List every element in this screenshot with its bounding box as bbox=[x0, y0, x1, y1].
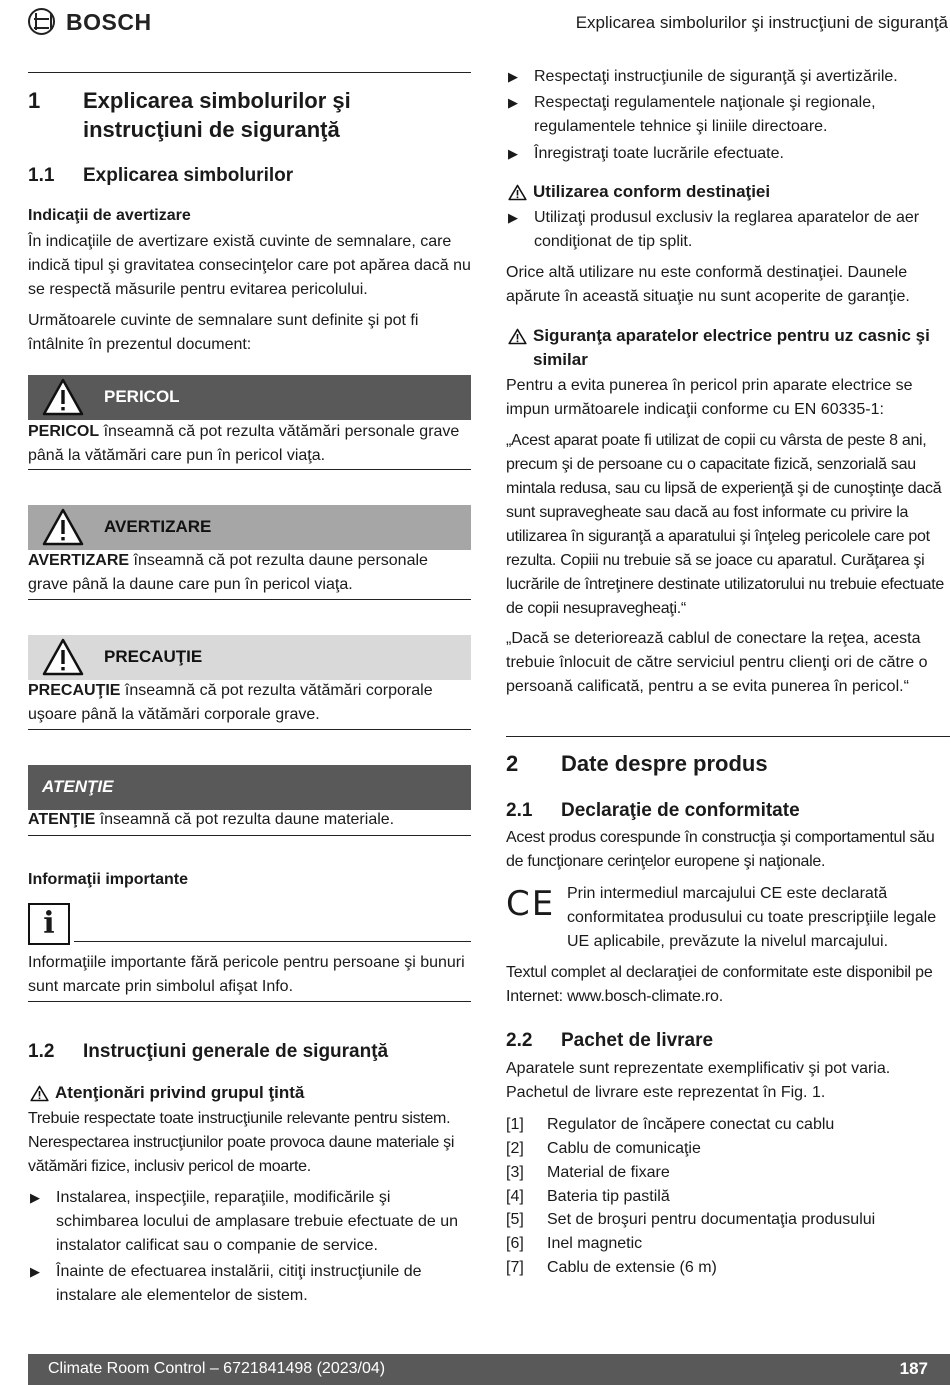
warning-triangle-icon bbox=[30, 1085, 49, 1102]
bullet-arrow-icon: ▶ bbox=[508, 69, 518, 84]
notice-text: înseamnă că pot rezulta daune materiale. bbox=[95, 811, 395, 828]
ce-text: Prin intermediul marcajului CE este declarată conformitatea produsului cu toate prescripţiile legale UE aplicabile, prevăzute la nivelul marcajului. bbox=[567, 885, 937, 950]
bullet-arrow-icon: ▶ bbox=[30, 1264, 40, 1279]
warning-triangle-icon bbox=[508, 184, 527, 201]
list-item bbox=[506, 206, 950, 254]
ce-mark-icon: CE bbox=[506, 884, 556, 924]
target-group-paragraph: Trebuie respectate toate instrucţiunile relevante pentru sistem. Nerespectarea instrucţiunilor poate provoca daune materiale şi vătămări fizice, inclusiv pericol de moarte. bbox=[28, 1110, 455, 1175]
footer-bar bbox=[28, 1354, 950, 1385]
bullet-text: Respectaţi instrucţiunile de siguranţă şi avertizările. bbox=[534, 68, 898, 85]
caution-description bbox=[28, 679, 472, 727]
info-rule bbox=[74, 941, 471, 942]
section-number: 2.1 bbox=[506, 800, 533, 821]
bullet-text: Utilizaţi produsul exclusiv la reglarea aparatelor de aer condiţionat de tip split. bbox=[534, 209, 920, 250]
item-number: [7] bbox=[506, 1259, 524, 1276]
warning-keyword: AVERTIZARE bbox=[28, 552, 130, 569]
section-number: 1.1 bbox=[28, 165, 55, 186]
danger-keyword: PERICOL bbox=[28, 423, 100, 440]
section-title: Instrucţiuni generale de siguranţă bbox=[83, 1041, 389, 1062]
bullet-arrow-icon: ▶ bbox=[508, 210, 518, 225]
warning-triangle-icon bbox=[42, 637, 84, 677]
conformity-paragraph-2: Textul complet al declaraţiei de conformitate este disponibil pe Internet: www.bosch-climate.ro. bbox=[506, 964, 933, 1005]
section-2-heading bbox=[506, 749, 950, 779]
warning-bar bbox=[28, 505, 471, 550]
electrical-safety-title: Siguranţa aparatelor electrice pentru uz casnic şi similar bbox=[533, 326, 930, 369]
item-number: [2] bbox=[506, 1140, 524, 1157]
bullet-arrow-icon: ▶ bbox=[30, 1190, 40, 1205]
item-number: [5] bbox=[506, 1211, 524, 1228]
list-item bbox=[506, 65, 950, 89]
delivery-paragraph: Aparatele sunt reprezentate exemplificativ şi pot varia. Pachetul de livrare este reprezentat în Fig. 1. bbox=[506, 1060, 891, 1101]
section-number: 1.2 bbox=[28, 1041, 55, 1062]
divider bbox=[28, 599, 471, 600]
warning-paragraph-2: Următoarele cuvinte de semnalare sunt definite şi pot fi întâlnite în prezentul document: bbox=[28, 312, 419, 353]
danger-bar bbox=[28, 375, 471, 420]
section-number: 2.2 bbox=[506, 1030, 533, 1051]
caution-label: PRECAUŢIE bbox=[104, 647, 203, 666]
divider bbox=[28, 835, 471, 836]
notice-description bbox=[28, 808, 472, 832]
item-text: Set de broşuri pentru documentaţia produsului bbox=[547, 1211, 876, 1228]
running-header: Explicarea simbolurilor şi instrucţiuni de siguranţă bbox=[575, 13, 948, 32]
danger-description bbox=[28, 420, 472, 468]
caution-text: înseamnă că pot rezulta vătămări corporale uşoare până la vătămări corporale grave. bbox=[28, 682, 433, 723]
section-rule bbox=[28, 72, 471, 73]
item-text: Regulator de încăpere conectat cu cablu bbox=[547, 1116, 835, 1133]
electrical-safety-heading bbox=[506, 324, 950, 372]
bullet-arrow-icon: ▶ bbox=[508, 95, 518, 110]
item-text: Inel magnetic bbox=[547, 1235, 643, 1252]
list-item bbox=[506, 142, 950, 166]
brand-name: BOSCH bbox=[66, 8, 152, 35]
electrical-safety-paragraph-2: „Acest aparat poate fi utilizat de copii cu vârsta de peste 8 ani, precum şi de persoane cu o capacitate fizică, senzorială sau mintala redusa, sau cu lipsă de experienţă şi de cunoştinţe dacă sunt supravegheate sau dacă au fost informate cu privire la utilizarea în siguranţă a aparatului şi înţeleg pericolele care pot rezulta. Copiii nu trebuie să se joace cu aparatul. Curăţarea şi lucrările de întreţinere destinate utilizatorului nu trebuie efectuate de copii nesupravegheaţi.“ bbox=[506, 432, 944, 617]
notice-keyword: ATENŢIE bbox=[28, 811, 96, 828]
item-number: [3] bbox=[506, 1164, 524, 1181]
warning-triangle-icon bbox=[508, 328, 527, 345]
divider bbox=[28, 1001, 471, 1002]
section-title: Declaraţie de conformitate bbox=[561, 800, 800, 821]
list-item bbox=[28, 1260, 472, 1308]
page-number: 187 bbox=[899, 1359, 928, 1378]
section-title: Date despre produs bbox=[561, 751, 768, 776]
bullet-text: Instalarea, inspecţiile, reparaţiile, modificările şi schimbarea locului de amplasare trebuie efectuate de un instalator calificat sau o companie de service. bbox=[56, 1189, 459, 1254]
bosch-armature-icon bbox=[28, 8, 55, 35]
list-item bbox=[28, 1186, 472, 1258]
warning-label: AVERTIZARE bbox=[104, 517, 212, 536]
intended-use-heading bbox=[506, 180, 950, 204]
bullet-text: Respectaţi regulamentele naţionale şi regionale, regulamentele tehnice şi liniile directoare. bbox=[534, 94, 876, 135]
item-number: [6] bbox=[506, 1235, 524, 1252]
item-text: Material de fixare bbox=[547, 1164, 670, 1181]
danger-label: PERICOL bbox=[104, 387, 180, 406]
target-group-title: Atenţionări privind grupul ţintă bbox=[55, 1083, 305, 1102]
warning-paragraph-1: În indicaţiile de avertizare există cuvinte de semnalare, care indică tipul şi gravitatea consecinţelor care pot apărea dacă nu se respectă măsurile pentru evitarea pericolului. bbox=[28, 233, 471, 298]
caution-bar bbox=[28, 635, 471, 680]
bullet-text: Înregistraţi toate lucrările efectuate. bbox=[534, 145, 784, 162]
bullet-text: Înainte de efectuarea instalării, citiţi instrucţiunile de instalare ale elementelor de sistem. bbox=[56, 1263, 422, 1304]
conformity-paragraph: Acest produs corespunde în construcţia şi comportamentul său de funcţionare cerinţelor europene şi naţionale. bbox=[506, 829, 935, 870]
section-title: Explicarea simbolurilor bbox=[83, 165, 294, 186]
intended-use-title: Utilizarea conform destinaţiei bbox=[533, 182, 771, 201]
info-heading: Informaţii importante bbox=[28, 871, 189, 888]
section-rule bbox=[506, 736, 950, 737]
info-text: Informaţiile importante fără pericole pentru persoane şi bunuri sunt marcate prin simbolul afişat Info. bbox=[28, 954, 465, 995]
danger-text: înseamnă că pot rezulta vătămări personale grave până la vătămări care pun în pericol viaţa. bbox=[28, 423, 460, 464]
notice-label: ATENŢIE bbox=[42, 777, 114, 796]
target-group-heading bbox=[28, 1081, 472, 1105]
bosch-logo bbox=[28, 8, 152, 35]
caution-keyword: PRECAUŢIE bbox=[28, 682, 121, 699]
electrical-safety-paragraph-3: „Dacă se deteriorează cablul de conectare la reţea, acesta trebuie înlocuit de către serviciul pentru clienţi ori de către o persoană calificată, pentru a se evita punerea în pericol.“ bbox=[506, 630, 928, 695]
section-number: 1 bbox=[28, 88, 41, 113]
warning-text: înseamnă că pot rezulta daune personale grave până la daune care pun în pericol viaţa. bbox=[28, 552, 428, 593]
footer-document-id: Climate Room Control – 6721841498 (2023/04) bbox=[48, 1360, 386, 1377]
bullet-arrow-icon: ▶ bbox=[508, 146, 518, 161]
section-number: 2 bbox=[506, 751, 519, 776]
item-number: [1] bbox=[506, 1116, 524, 1133]
warning-triangle-icon bbox=[42, 507, 84, 547]
electrical-safety-paragraph-1: Pentru a evita punerea în pericol prin aparate electrice se impun următoarele indicaţii conforme cu EN 60335-1: bbox=[506, 377, 913, 418]
item-text: Cablu de comunicaţie bbox=[547, 1140, 701, 1157]
divider bbox=[28, 729, 471, 730]
item-number: [4] bbox=[506, 1188, 524, 1205]
section-title: Pachet de livrare bbox=[561, 1030, 714, 1051]
item-text: Cablu de extensie (6 m) bbox=[547, 1259, 717, 1276]
info-icon: i bbox=[28, 903, 70, 945]
section-1-heading bbox=[28, 86, 471, 146]
list-item bbox=[506, 91, 950, 139]
warning-heading: Indicaţii de avertizare bbox=[28, 207, 191, 224]
divider bbox=[28, 469, 471, 470]
warning-triangle-icon bbox=[42, 377, 84, 417]
section-title: Explicarea simbolurilor şi instrucţiuni de siguranţă bbox=[83, 88, 351, 142]
item-text: Bateria tip pastilă bbox=[547, 1188, 670, 1205]
warning-description bbox=[28, 549, 472, 597]
intended-use-paragraph: Orice altă utilizare nu este conformă destinaţiei. Daunele apărute în această situaţie nu sunt acoperite de garanţie. bbox=[506, 264, 910, 305]
notice-bar bbox=[28, 765, 471, 810]
